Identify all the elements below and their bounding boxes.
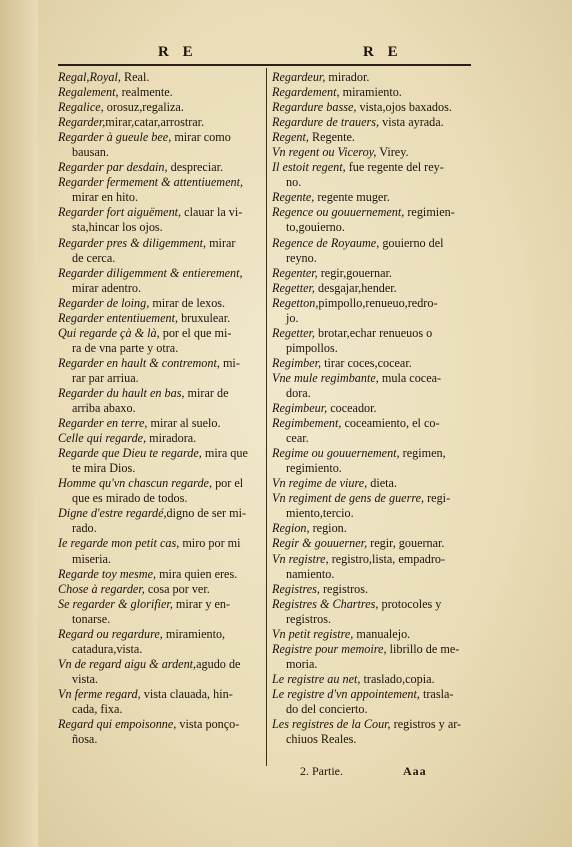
definition: miradora. — [146, 431, 197, 446]
definition: mirar — [206, 235, 236, 250]
entry-line — [58, 446, 258, 461]
entry-line — [272, 476, 474, 491]
definition: vista clauada, hin- — [140, 686, 233, 701]
entry-line — [272, 386, 474, 401]
entry-line — [58, 521, 258, 536]
headword: Regarder en terre, — [58, 416, 148, 431]
definition: regir,gouernar. — [317, 265, 392, 280]
definition: dora. — [286, 385, 311, 400]
headword: Regalement, — [58, 85, 119, 100]
definition: pimpollo,renueuo,redro- — [318, 295, 438, 310]
headword: Regir & gouuerner, — [272, 536, 368, 551]
entry-line — [272, 326, 474, 341]
definition: coceador. — [327, 401, 377, 416]
entry-line — [272, 491, 474, 506]
headword: Digne d'estre regardé, — [58, 506, 167, 521]
definition: mirar como — [171, 130, 231, 145]
headword: Regarder par desdain, — [58, 160, 168, 175]
definition: registro,lista, empadro- — [328, 551, 446, 566]
entry-line — [272, 732, 474, 747]
headword: Regarder ententiuement, — [58, 310, 179, 325]
headword: Regarder du hault en bas, — [58, 385, 185, 400]
definition: do del concierto. — [286, 701, 368, 716]
definition: brotar,echar renueuos o — [314, 325, 433, 340]
headword: Vn regiment de gens de guerre, — [272, 491, 425, 506]
entry-line — [58, 130, 258, 145]
definition: gouierno del — [379, 235, 444, 250]
header-rule — [58, 64, 471, 66]
entry-line — [58, 100, 258, 115]
headword: Regimbement, — [272, 416, 342, 431]
definition: registros y ar- — [390, 717, 462, 732]
headword: Regence ou gouuernement, — [272, 205, 405, 220]
entry-line — [58, 476, 258, 491]
entry-line — [272, 190, 474, 205]
entry-line — [58, 491, 258, 506]
entry-line — [272, 567, 474, 582]
entry-line — [58, 236, 258, 251]
headword: Ie regarde mon petit cas, — [58, 536, 180, 551]
entry-line — [58, 175, 258, 190]
definition: mi- — [219, 355, 240, 370]
headword: Regardement, — [272, 85, 340, 100]
headword: Regetter, — [272, 280, 315, 295]
entry-line — [272, 85, 474, 100]
definition: rado. — [72, 521, 97, 536]
header-left: R E — [158, 44, 198, 60]
definition: chiuos Reales. — [286, 732, 357, 747]
headword: Regarder à gueule bee, — [58, 130, 172, 145]
entry-line — [58, 732, 258, 747]
definition: Virey. — [376, 145, 409, 160]
definition: to,gouierno. — [286, 220, 345, 235]
definition: orosuz,regaliza. — [103, 100, 184, 115]
headword: Regime ou gouuernement, — [272, 446, 400, 461]
headword: Regimber, — [272, 355, 322, 370]
entry-line — [58, 672, 258, 687]
headword: Regarder, — [58, 115, 106, 130]
entry-line — [272, 461, 474, 476]
headword: Region, — [272, 521, 310, 536]
page-gutter-shadow — [0, 0, 38, 847]
definition: mirar y en- — [172, 596, 231, 611]
entry-line — [58, 416, 258, 431]
entry-line — [58, 296, 258, 311]
entry-line — [272, 371, 474, 386]
definition: ra de vna parte y otra. — [72, 340, 179, 355]
headword: Regarder fermement & attentiuement, — [58, 175, 244, 190]
definition: ñosa. — [72, 732, 98, 747]
entry-line — [58, 536, 258, 551]
definition: mirar de lexos. — [149, 295, 226, 310]
entry-line — [58, 552, 258, 567]
headword: Le registre d'vn appointement, — [272, 686, 420, 701]
entry-line — [272, 160, 474, 175]
headword: Regenter, — [272, 265, 318, 280]
entry-line — [272, 612, 474, 627]
definition: sta,hincar los ojos. — [72, 220, 163, 235]
entry-line — [58, 356, 258, 371]
entry-line — [272, 266, 474, 281]
definition: por el — [212, 476, 244, 491]
definition: miramiento, — [162, 626, 226, 641]
header-right: R E — [363, 44, 403, 60]
entry-line — [272, 536, 474, 551]
definition: coceamiento, el co- — [341, 416, 440, 431]
headword: Regarder diligemment & entierement, — [58, 265, 243, 280]
definition: protocoles y — [378, 596, 442, 611]
headword: Regarde toy mesme, — [58, 566, 157, 581]
headword: Regarder de loing, — [58, 295, 150, 310]
definition: jo. — [286, 310, 299, 325]
definition: rar par arriua. — [72, 370, 139, 385]
entry-line — [272, 582, 474, 597]
headword: Celle qui regarde, — [58, 431, 147, 446]
entry-line — [272, 552, 474, 567]
headword: Regarder en hault & contremont, — [58, 355, 220, 370]
definition: mula coceа- — [378, 370, 442, 385]
left-column — [58, 70, 258, 747]
headword: Il estoit regent, — [272, 160, 346, 175]
entry-line — [58, 597, 258, 612]
definition: mirar en hito. — [72, 190, 138, 205]
headword: Regard qui empoisonne, — [58, 717, 177, 732]
entry-line — [272, 145, 474, 160]
entry-line — [272, 115, 474, 130]
definition: miro por mi — [179, 536, 241, 551]
entry-line — [272, 130, 474, 145]
definition: clauar la vi- — [181, 205, 243, 220]
entry-line — [58, 251, 258, 266]
headword: Registres & Chartres, — [272, 596, 379, 611]
definition: vista. — [72, 671, 99, 686]
definition: registros. — [286, 611, 332, 626]
entry-line — [58, 266, 258, 281]
entry-line — [272, 236, 474, 251]
entry-line — [58, 687, 258, 702]
definition: catadura,vista. — [72, 641, 143, 656]
column-divider — [266, 68, 267, 766]
definition: regimien- — [404, 205, 455, 220]
definition: miento,tercio. — [286, 506, 354, 521]
definition: moria. — [286, 656, 318, 671]
entry-line — [58, 326, 258, 341]
entry-line — [272, 416, 474, 431]
entry-line — [272, 356, 474, 371]
definition: arriba abaxo. — [72, 401, 136, 416]
definition: mirar,catar,arrostrar. — [105, 115, 205, 130]
definition: cear. — [286, 431, 309, 446]
definition: bruxulear. — [178, 310, 231, 325]
definition: mirador. — [325, 70, 370, 84]
entry-line — [58, 85, 258, 100]
definition: vista,ojos baxados. — [356, 100, 452, 115]
entry-line — [272, 205, 474, 220]
definition: miseria. — [72, 551, 111, 566]
definition: registros. — [319, 581, 369, 596]
entry-line — [58, 612, 258, 627]
entry-line — [58, 702, 258, 717]
definition: desgajar,hender. — [314, 280, 397, 295]
headword: Registres, — [272, 581, 320, 596]
entry-line — [272, 717, 474, 732]
headword: Vn regent ou Viceroy, — [272, 145, 377, 160]
definition: vista ayrada. — [379, 115, 444, 130]
entry-line — [272, 672, 474, 687]
entry-line — [272, 506, 474, 521]
entry-line — [272, 597, 474, 612]
entry-line — [58, 461, 258, 476]
definition: region. — [309, 521, 347, 536]
signature-mark: Aaa — [403, 764, 427, 778]
entry-line — [272, 687, 474, 702]
definition: trasla- — [419, 686, 454, 701]
definition: digno de ser mi- — [166, 506, 247, 521]
headword: Regimbeur, — [272, 401, 328, 416]
definition: fue regente del rey- — [345, 160, 444, 175]
headword: Regence de Royaume, — [272, 235, 380, 250]
definition: Real. — [120, 70, 150, 84]
headword: Regardeur, — [272, 70, 326, 84]
entry-line — [58, 70, 258, 85]
definition: que es mirado de todos. — [72, 491, 188, 506]
definition: por el que mi- — [159, 325, 232, 340]
headword: Regalice, — [58, 100, 104, 115]
entry-line — [58, 311, 258, 326]
headword: Regent, — [272, 130, 309, 145]
headword: Regetton, — [272, 295, 319, 310]
entry-line — [58, 567, 258, 582]
headword: Les registres de la Cour, — [272, 717, 391, 732]
headword: Regarder fort aiguëment, — [58, 205, 182, 220]
entry-line — [272, 100, 474, 115]
headword: Regal,Royal, — [58, 70, 121, 84]
entry-line — [272, 296, 474, 311]
entry-line — [272, 175, 474, 190]
entry-line — [58, 627, 258, 642]
definition: cosa por ver. — [144, 581, 210, 596]
definition: regimen, — [399, 446, 446, 461]
definition: regi- — [424, 491, 451, 506]
headword: Vn petit registre, — [272, 626, 354, 641]
entry-line — [58, 401, 258, 416]
entry-line — [272, 281, 474, 296]
definition: regir, gouernar. — [367, 536, 445, 551]
entry-line — [58, 657, 258, 672]
definition: mirar al suelo. — [147, 416, 221, 431]
definition: reyno. — [286, 250, 317, 265]
entry-line — [272, 642, 474, 657]
entry-line — [272, 341, 474, 356]
definition: tonarse. — [72, 611, 111, 626]
entry-line — [58, 386, 258, 401]
definition: regente muger. — [314, 190, 390, 205]
entry-line — [58, 371, 258, 386]
entry-line — [272, 70, 474, 85]
headword: Vne mule regimbante, — [272, 370, 379, 385]
entry-line — [58, 160, 258, 175]
entry-line — [58, 642, 258, 657]
definition: mira quien eres. — [156, 566, 238, 581]
headword: Chose à regarder, — [58, 581, 145, 596]
headword: Le registre au net, — [272, 671, 361, 686]
running-header — [58, 44, 471, 66]
definition: namiento. — [286, 566, 335, 581]
headword: Qui regarde çà & là, — [58, 325, 160, 340]
entry-line — [58, 341, 258, 356]
definition: vista ponço- — [176, 717, 240, 732]
definition: tirar coces,cocear. — [321, 355, 412, 370]
entry-line — [272, 702, 474, 717]
entry-line — [272, 521, 474, 536]
headword: Regard ou regardure, — [58, 626, 163, 641]
definition: dieta. — [367, 476, 397, 491]
headword: Vn ferme regard, — [58, 686, 141, 701]
entry-line — [272, 311, 474, 326]
entry-line — [58, 582, 258, 597]
headword: Se regarder & glorifier, — [58, 596, 173, 611]
entry-line — [272, 431, 474, 446]
entry-line — [58, 281, 258, 296]
definition: pimpollos. — [286, 340, 338, 355]
entry-line — [58, 220, 258, 235]
definition: agudo de — [196, 656, 241, 671]
definition: mira que — [201, 446, 248, 461]
headword: Regente, — [272, 190, 315, 205]
entry-line — [272, 446, 474, 461]
definition: manualejo. — [353, 626, 411, 641]
definition: mirar de — [184, 385, 229, 400]
entry-line — [272, 401, 474, 416]
entry-line — [58, 506, 258, 521]
headword: Regetter, — [272, 325, 315, 340]
definition: cada, fixa. — [72, 701, 123, 716]
headword: Regardure basse, — [272, 100, 357, 115]
headword: Vn registre, — [272, 551, 329, 566]
entry-line — [272, 627, 474, 642]
headword: Vn de regard aigu & ardent, — [58, 656, 197, 671]
headword: Regarde que Dieu te regarde, — [58, 446, 202, 461]
right-column — [272, 70, 474, 747]
page-footer — [300, 764, 427, 779]
definition: te mira Dios. — [72, 461, 136, 476]
headword: Homme qu'vn chascun regarde, — [58, 476, 213, 491]
entry-line — [58, 717, 258, 732]
definition: traslado,copia. — [360, 671, 435, 686]
definition: bausan. — [72, 145, 109, 160]
entry-line — [58, 205, 258, 220]
definition: despreciar. — [167, 160, 224, 175]
entry-line — [58, 145, 258, 160]
headword: Regarder pres & diligemment, — [58, 235, 207, 250]
entry-line — [272, 657, 474, 672]
definition: no. — [286, 175, 302, 190]
definition: realmente. — [118, 85, 173, 100]
headword: Regardure de trauers, — [272, 115, 380, 130]
entry-line — [58, 431, 258, 446]
entry-line — [272, 220, 474, 235]
definition: miramiento. — [339, 85, 402, 100]
entry-line — [272, 251, 474, 266]
headword: Vn regime de viure, — [272, 476, 368, 491]
definition: mirar adentro. — [72, 280, 142, 295]
definition: de cerca. — [72, 250, 116, 265]
footer-part: 2. Partie. — [300, 764, 343, 778]
entry-line — [58, 115, 258, 130]
entry-line — [58, 190, 258, 205]
definition: regimiento. — [286, 461, 342, 476]
headword: Registre pour memoire, — [272, 641, 387, 656]
definition: librillo de me- — [386, 641, 460, 656]
definition: Regente. — [308, 130, 355, 145]
